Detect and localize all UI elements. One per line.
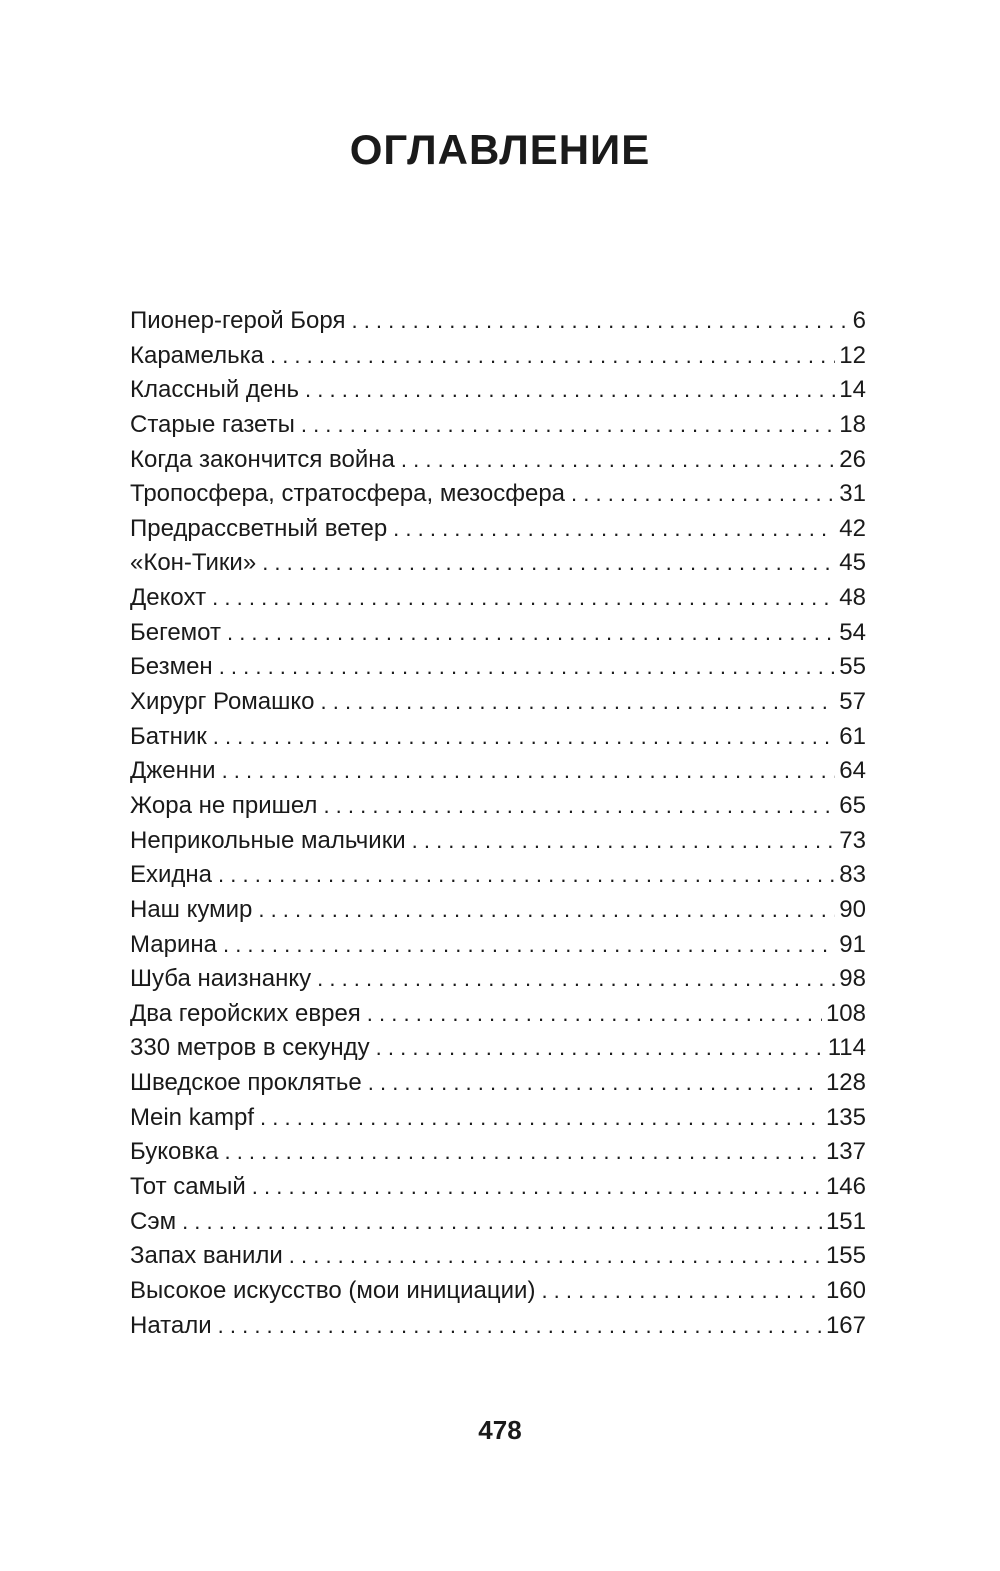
toc-entry-page: 167 xyxy=(825,1311,866,1339)
toc-entry-page: 91 xyxy=(839,930,866,958)
toc-dot-leader xyxy=(393,512,835,547)
toc-entry[interactable] xyxy=(130,581,866,616)
toc-entry-page: 48 xyxy=(839,584,866,612)
toc-entry[interactable] xyxy=(130,443,866,478)
toc-entry-title: Классный день xyxy=(130,376,300,404)
toc-entry[interactable] xyxy=(130,1274,866,1309)
toc-entry-title: Пионер-герой Боря xyxy=(130,307,346,334)
toc-dot-leader xyxy=(223,928,835,963)
toc-dot-leader xyxy=(270,339,835,374)
toc-entry-title: Хирург Ромашко xyxy=(130,688,315,716)
toc-dot-leader xyxy=(252,1170,822,1205)
toc-dot-leader xyxy=(213,720,836,755)
toc-entry-page: 57 xyxy=(839,688,866,716)
toc-entry-title: Наш кумир xyxy=(130,895,253,923)
toc-entry[interactable] xyxy=(130,1309,866,1344)
toc-entry-title: Тропосфера, стратосфера, мезосфера xyxy=(130,480,566,508)
toc-dot-leader xyxy=(367,997,822,1032)
toc-dot-leader xyxy=(262,546,835,581)
toc-entry[interactable] xyxy=(130,1031,866,1066)
toc-entry[interactable] xyxy=(130,408,866,443)
toc-entry[interactable] xyxy=(130,477,866,512)
page-title: ОГЛАВЛЕНИЕ xyxy=(349,126,651,173)
page-number: 478 xyxy=(478,1415,522,1445)
toc-entry-title: Предрассветный ветер xyxy=(130,514,388,542)
toc-entry-title: Бегемот xyxy=(130,618,221,646)
toc-entry-page: 128 xyxy=(825,1069,866,1097)
toc-entry-page: 151 xyxy=(825,1207,866,1235)
toc-entry[interactable] xyxy=(130,650,866,685)
toc-entry-page: 137 xyxy=(825,1138,866,1166)
toc-dot-leader xyxy=(317,962,835,997)
toc-entry-title: «Кон-Тики» xyxy=(130,549,257,577)
toc-entry[interactable] xyxy=(130,304,866,339)
toc-entry[interactable] xyxy=(130,685,866,720)
toc-dot-leader xyxy=(260,1101,822,1136)
toc-entry-page: 26 xyxy=(839,445,866,473)
toc-dot-leader xyxy=(401,443,835,478)
toc-entry-title: Высокое искусство (мои инициации) xyxy=(130,1276,536,1304)
toc-entry-title: Жора не пришел xyxy=(130,791,318,819)
toc-entry[interactable] xyxy=(130,962,866,997)
toc-entry[interactable] xyxy=(130,1239,866,1274)
table-of-contents xyxy=(130,304,866,1343)
toc-dot-leader xyxy=(218,858,835,893)
toc-dot-leader xyxy=(289,1239,822,1274)
toc-entry-page: 108 xyxy=(825,999,866,1027)
toc-entry-title: 330 метров в секунду xyxy=(130,1034,370,1062)
toc-dot-leader xyxy=(258,893,835,928)
toc-entry[interactable] xyxy=(130,339,866,374)
toc-dot-leader xyxy=(323,789,835,824)
toc-entry-title: Безмен xyxy=(130,653,213,681)
toc-entry-page: 83 xyxy=(839,861,866,889)
toc-entry[interactable] xyxy=(130,997,866,1032)
toc-entry[interactable] xyxy=(130,754,866,789)
toc-entry-page: 12 xyxy=(839,341,866,369)
toc-entry-title: Батник xyxy=(130,722,207,750)
toc-dot-leader xyxy=(351,304,848,339)
toc-entry[interactable] xyxy=(130,1170,866,1205)
toc-entry[interactable] xyxy=(130,789,866,824)
toc-dot-leader xyxy=(368,1066,822,1101)
toc-dot-leader xyxy=(224,1135,821,1170)
toc-entry[interactable] xyxy=(130,1135,866,1170)
toc-dot-leader xyxy=(412,824,836,859)
toc-entry-page: 73 xyxy=(839,826,866,854)
toc-entry-page: 146 xyxy=(825,1173,866,1201)
toc-dot-leader xyxy=(541,1274,822,1309)
toc-dot-leader xyxy=(222,754,836,789)
toc-dot-leader xyxy=(305,373,835,408)
toc-entry-page: 6 xyxy=(852,307,866,334)
toc-entry[interactable] xyxy=(130,1101,866,1136)
toc-dot-leader xyxy=(227,616,835,651)
toc-dot-leader xyxy=(212,581,835,616)
toc-entry-page: 14 xyxy=(839,376,866,404)
toc-entry[interactable] xyxy=(130,893,866,928)
toc-entry-title: Два геройских еврея xyxy=(130,999,361,1027)
toc-dot-leader xyxy=(182,1205,822,1240)
toc-entry[interactable] xyxy=(130,824,866,859)
toc-entry[interactable] xyxy=(130,720,866,755)
toc-entry[interactable] xyxy=(130,1205,866,1240)
toc-entry[interactable] xyxy=(130,616,866,651)
toc-entry-title: Запах ванили xyxy=(130,1242,283,1270)
toc-entry-page: 61 xyxy=(839,722,866,750)
toc-entry-title: Буковка xyxy=(130,1138,219,1166)
toc-entry-title: Старые газеты xyxy=(130,410,295,438)
toc-entry-page: 98 xyxy=(839,965,866,993)
toc-dot-leader xyxy=(219,650,836,685)
toc-entry-page: 55 xyxy=(839,653,866,681)
toc-entry-page: 31 xyxy=(839,480,866,508)
toc-entry-page: 42 xyxy=(839,514,866,542)
toc-entry-title: Неприкольные мальчики xyxy=(130,826,406,854)
toc-dot-leader xyxy=(301,408,835,443)
toc-entry-title: Тот самый xyxy=(130,1173,246,1201)
toc-entry[interactable] xyxy=(130,858,866,893)
toc-entry-title: Марина xyxy=(130,930,217,958)
toc-entry-page: 160 xyxy=(825,1276,866,1304)
toc-entry[interactable] xyxy=(130,1066,866,1101)
toc-entry[interactable] xyxy=(130,928,866,963)
toc-entry-title: Ехидна xyxy=(130,861,213,889)
toc-entry-title: Шведское проклятье xyxy=(130,1069,362,1097)
toc-entry-page: 90 xyxy=(839,895,866,923)
toc-entry-title: Дженни xyxy=(130,757,216,785)
toc-dot-leader xyxy=(571,477,835,512)
toc-entry-page: 114 xyxy=(827,1034,866,1062)
toc-entry-title: Декохт xyxy=(130,584,207,612)
toc-entry-page: 18 xyxy=(839,410,866,438)
toc-dot-leader xyxy=(218,1309,822,1344)
toc-entry-title: Когда закончится война xyxy=(130,445,395,473)
toc-entry[interactable] xyxy=(130,512,866,547)
toc-entry-title: Шуба наизнанку xyxy=(130,965,312,993)
toc-entry[interactable] xyxy=(130,373,866,408)
toc-entry-page: 65 xyxy=(839,791,866,819)
toc-entry-page: 64 xyxy=(839,757,866,785)
toc-entry-page: 155 xyxy=(825,1242,866,1270)
toc-entry-title: Карамелька xyxy=(130,341,264,369)
toc-dot-leader xyxy=(376,1031,824,1066)
toc-entry-title: Сэм xyxy=(130,1207,177,1235)
toc-entry-page: 135 xyxy=(825,1103,866,1131)
toc-entry[interactable] xyxy=(130,546,866,581)
toc-dot-leader xyxy=(321,685,836,720)
toc-entry-title: Натали xyxy=(130,1311,212,1339)
toc-entry-title: Mein kampf xyxy=(130,1103,255,1131)
toc-entry-page: 45 xyxy=(839,549,866,577)
toc-entry-page: 54 xyxy=(839,618,866,646)
